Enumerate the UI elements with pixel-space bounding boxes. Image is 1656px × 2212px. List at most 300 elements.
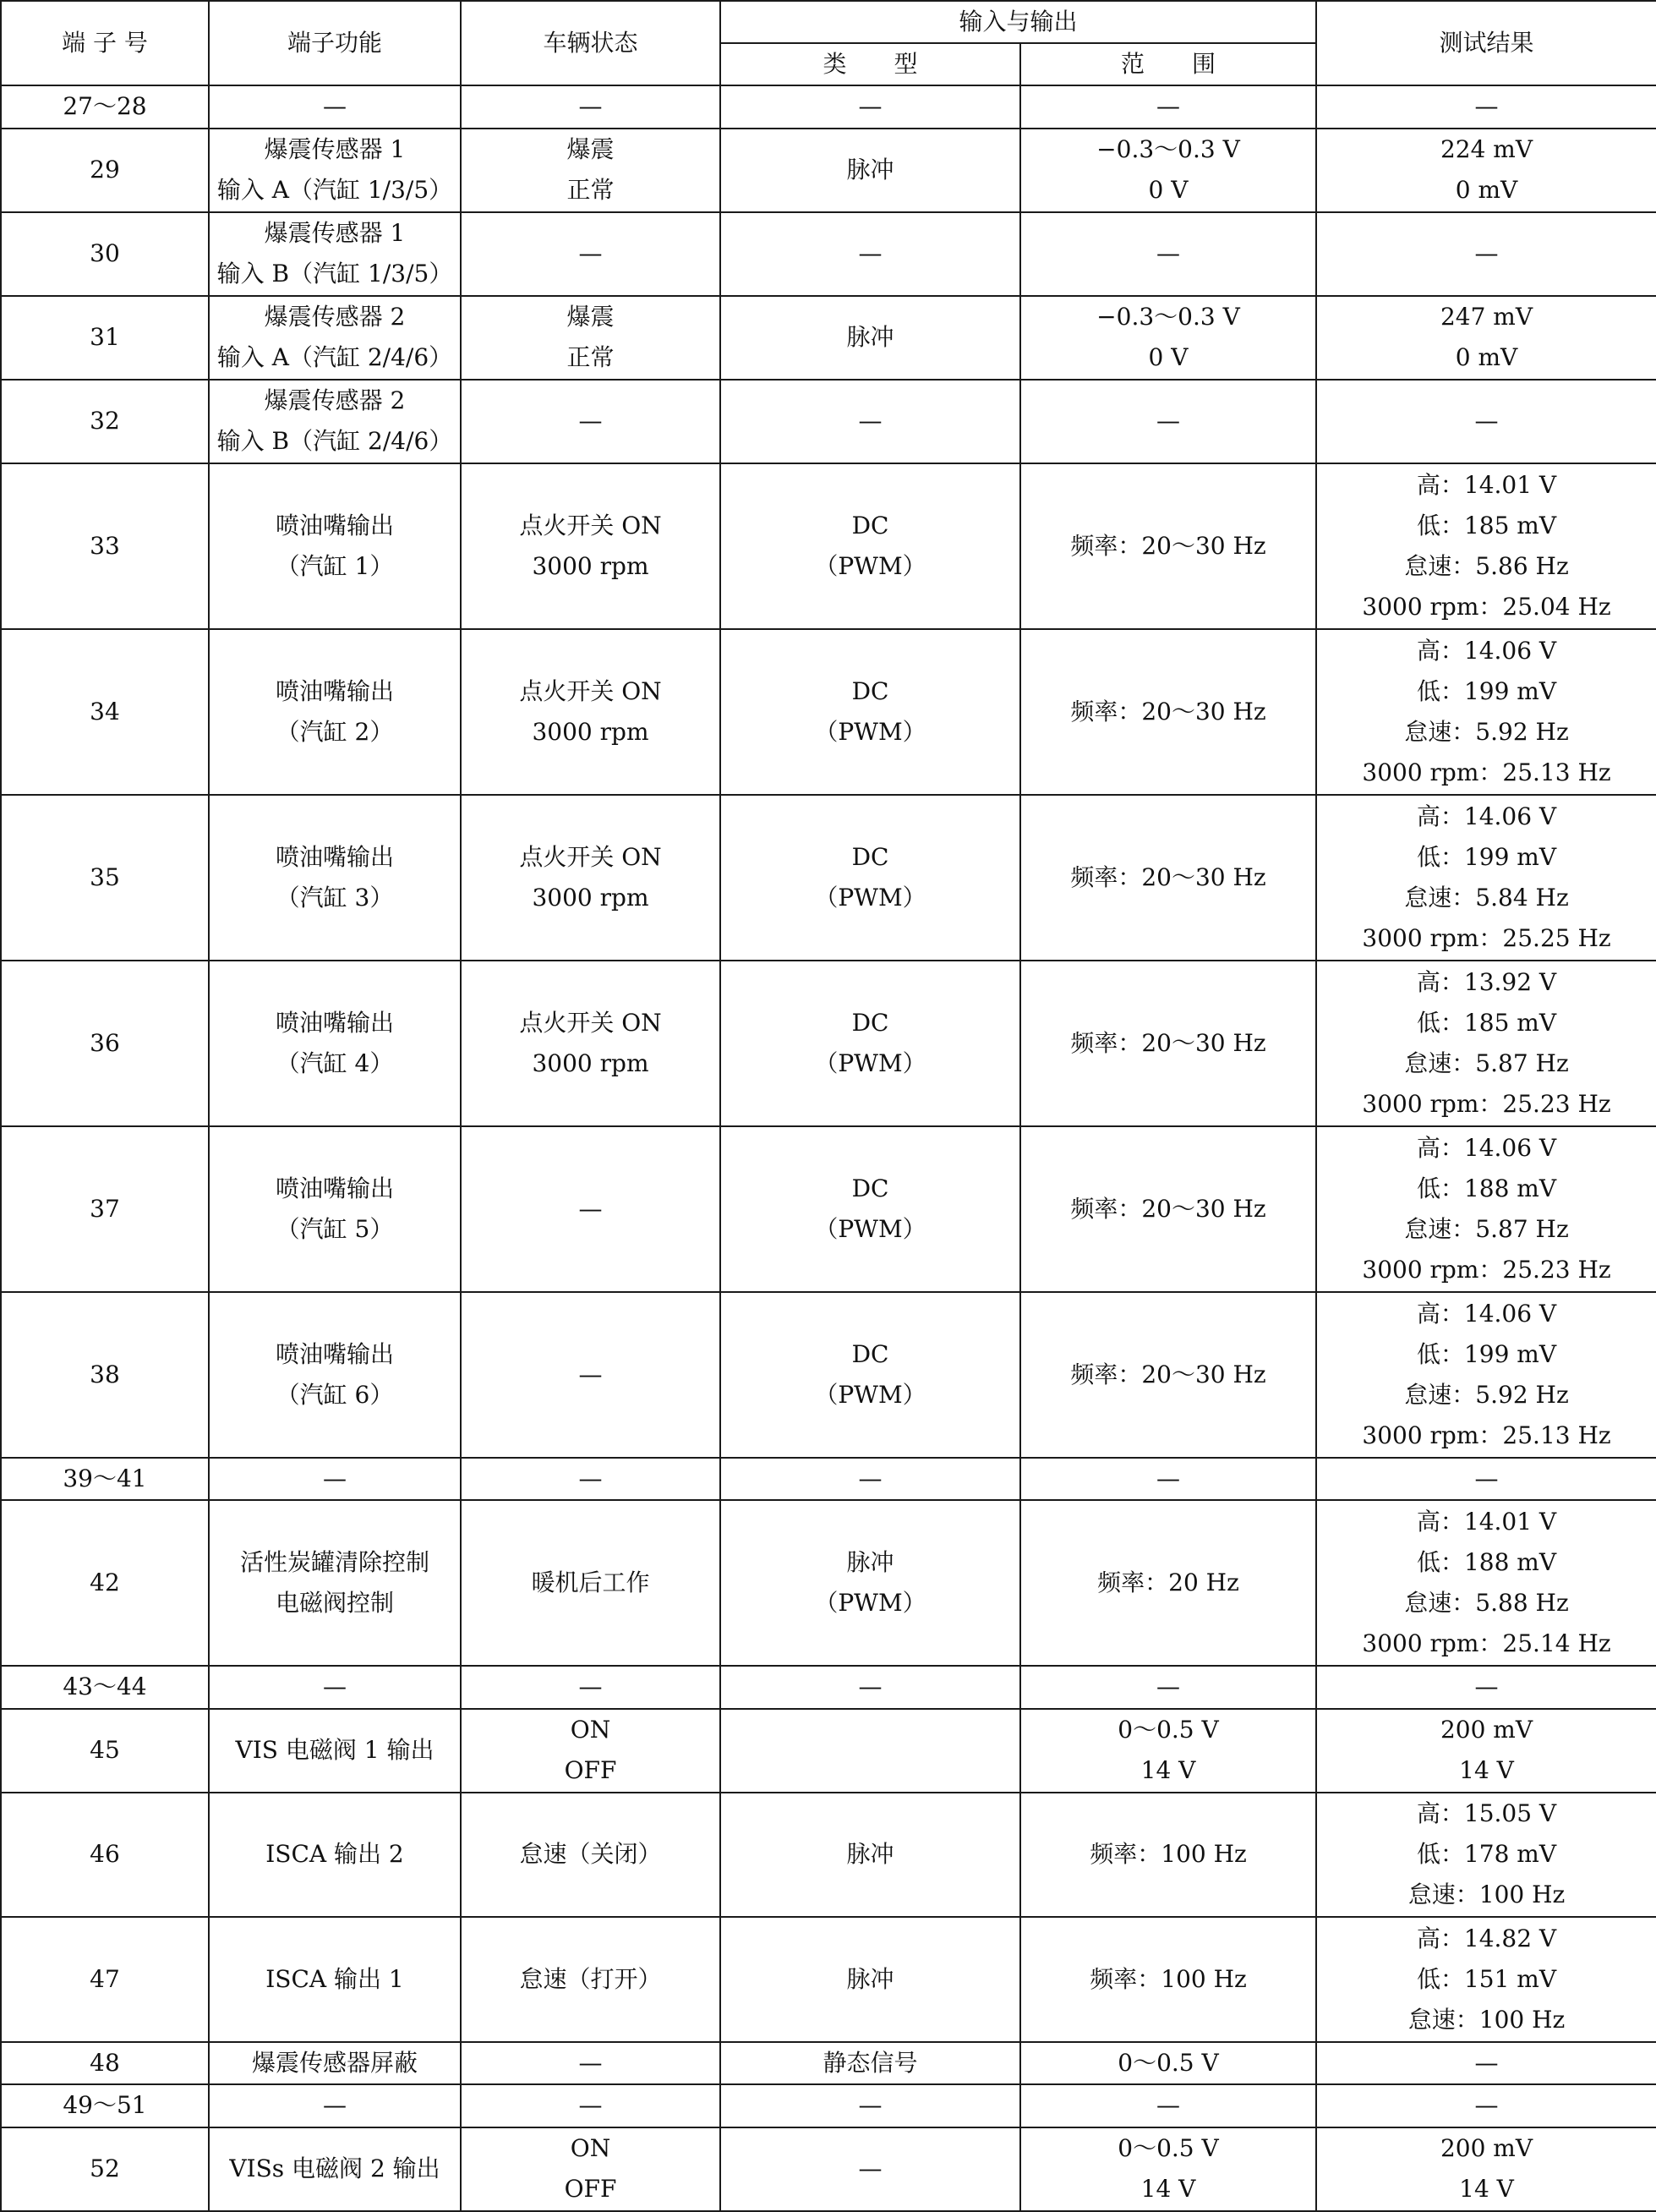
io-range-cell: [1020, 296, 1316, 380]
terminal-number-cell: [1, 85, 209, 129]
terminal-number-cell: [1, 1292, 209, 1458]
cell-line: 脉冲: [846, 1964, 894, 1993]
cell-line: —: [858, 1673, 883, 1701]
cell-line: 频率：20 Hz: [1097, 1569, 1239, 1596]
cell-line: 怠速：5.87 Hz: [1404, 1214, 1569, 1243]
cell-line: （汽缸 6）: [276, 1380, 394, 1409]
io-range-cell: [1020, 961, 1316, 1126]
io-type-cell: [720, 380, 1020, 463]
cell-line: —: [578, 1673, 603, 1701]
cell-line: —: [858, 239, 883, 267]
table-row: [1, 85, 1656, 129]
cell-line: 200 mV: [1440, 1716, 1533, 1744]
terminal-number-cell: [1, 463, 209, 629]
cell-line: 52: [90, 2155, 120, 2182]
cell-line: 低：188 mV: [1416, 1548, 1557, 1576]
test-result-cell: [1316, 1666, 1656, 1709]
vehicle-state-cell: [461, 85, 720, 129]
io-range-cell: [1020, 1709, 1316, 1793]
io-type-cell: [720, 1666, 1020, 1709]
table-row: [1, 1126, 1656, 1292]
cell-line: —: [578, 2048, 603, 2077]
cell-line: 脉冲: [846, 323, 894, 351]
cell-line: 3000 rpm: [532, 1049, 649, 1077]
cell-line: 37: [90, 1194, 120, 1223]
cell-line: （PWM）: [814, 1380, 926, 1409]
cell-line: 33: [90, 531, 120, 560]
terminal-function-cell: [209, 961, 461, 1126]
io-range-cell: [1020, 1458, 1316, 1501]
terminal-number-cell: [1, 629, 209, 795]
cell-line: 怠速：5.88 Hz: [1404, 1589, 1569, 1617]
io-type-cell: [720, 1126, 1020, 1292]
io-range-cell: [1020, 85, 1316, 129]
test-result-cell: [1316, 795, 1656, 961]
cell-line: 3000 rpm：25.04 Hz: [1362, 592, 1611, 621]
terminal-number-cell: [1, 1500, 209, 1666]
io-range-cell: [1020, 1126, 1316, 1292]
cell-line: —: [1474, 407, 1499, 435]
terminal-function-cell: [209, 1500, 461, 1666]
cell-line: 0～0.5 V: [1118, 2048, 1219, 2077]
test-result-cell: [1316, 961, 1656, 1126]
cell-line: 怠速（打开）: [519, 1964, 662, 1993]
cell-line: 怠速：5.84 Hz: [1404, 883, 1569, 912]
cell-line: 喷油嘴输出: [275, 511, 394, 539]
cell-line: —: [323, 2091, 347, 2120]
table-row: [1, 380, 1656, 463]
terminal-function-cell: [209, 1917, 461, 2042]
cell-line: （PWM）: [814, 717, 926, 746]
cell-line: —: [1474, 239, 1499, 267]
terminal-function-cell: [209, 1292, 461, 1458]
cell-line: 高：14.01 V: [1416, 470, 1557, 499]
cell-line: —: [1474, 1673, 1499, 1701]
cell-line: （汽缸 4）: [276, 1049, 394, 1077]
cell-line: 高：14.82 V: [1416, 1924, 1557, 1952]
io-type-cell: [720, 1500, 1020, 1666]
terminal-function-cell: [209, 2042, 461, 2085]
cell-line: 30: [90, 239, 120, 267]
vehicle-state-cell: [461, 1126, 720, 1292]
cell-line: 脉冲: [846, 156, 894, 183]
test-result-cell: [1316, 1292, 1656, 1458]
cell-line: —: [1474, 1464, 1499, 1492]
cell-line: —: [323, 92, 347, 121]
cell-line: （汽缸 3）: [276, 883, 394, 912]
terminal-function-cell: [209, 2127, 461, 2211]
cell-line: 喷油嘴输出: [275, 1008, 394, 1037]
io-type-cell: [720, 212, 1020, 296]
cell-line: 0 V: [1148, 343, 1189, 371]
io-range-cell: [1020, 1793, 1316, 1918]
cell-line: 频率：20～30 Hz: [1070, 1194, 1266, 1223]
cell-line: 喷油嘴输出: [275, 1174, 394, 1202]
io-range-cell: [1020, 2127, 1316, 2211]
header-input-output: 输入与输出: [720, 1, 1316, 43]
table-row: [1, 795, 1656, 961]
cell-line: 正常: [566, 343, 615, 371]
test-result-cell: [1316, 1709, 1656, 1793]
cell-line: （PWM）: [814, 551, 926, 580]
test-result-cell: [1316, 296, 1656, 380]
cell-line: 频率：20～30 Hz: [1070, 697, 1266, 725]
vehicle-state-cell: [461, 795, 720, 961]
cell-line: DC: [851, 511, 889, 539]
cell-line: （PWM）: [814, 883, 926, 912]
cell-line: ON: [570, 1716, 611, 1744]
io-type-cell: [720, 129, 1020, 212]
vehicle-state-cell: [461, 1793, 720, 1918]
io-type-cell: [720, 85, 1020, 129]
cell-line: 47: [90, 1964, 120, 1993]
cell-line: —: [858, 1464, 883, 1492]
cell-line: —: [578, 1360, 603, 1388]
cell-line: 怠速：100 Hz: [1407, 2005, 1566, 2034]
vehicle-state-cell: [461, 1666, 720, 1709]
io-range-cell: [1020, 629, 1316, 795]
header-range: 范 围: [1020, 43, 1316, 85]
cell-line: DC: [851, 1174, 889, 1202]
io-type-cell: [720, 2042, 1020, 2085]
cell-line: VIS 电磁阀 1 输出: [235, 1736, 434, 1764]
vehicle-state-cell: [461, 380, 720, 463]
cell-line: 喷油嘴输出: [275, 1339, 394, 1368]
cell-line: 高：14.01 V: [1416, 1508, 1557, 1536]
table-row: [1, 1709, 1656, 1793]
table-row: [1, 1666, 1656, 1709]
terminal-number-cell: [1, 2127, 209, 2211]
cell-line: 36: [90, 1028, 120, 1057]
cell-line: 14 V: [1459, 1756, 1514, 1784]
test-result-cell: [1316, 2042, 1656, 2085]
terminal-number-cell: [1, 296, 209, 380]
table-row: [1, 212, 1656, 296]
cell-line: −0.3～0.3 V: [1096, 303, 1240, 331]
terminal-number-cell: [1, 2042, 209, 2085]
cell-line: —: [858, 2155, 883, 2182]
cell-line: —: [578, 1194, 603, 1223]
cell-line: 频率：100 Hz: [1090, 1964, 1247, 1993]
table-row: [1, 296, 1656, 380]
io-type-cell: [720, 1292, 1020, 1458]
cell-line: OFF: [564, 1756, 617, 1784]
table-header: [1, 1, 1656, 85]
terminal-function-cell: [209, 1458, 461, 1501]
cell-line: 点火开关 ON: [519, 511, 662, 539]
test-result-cell: [1316, 1126, 1656, 1292]
test-result-cell: [1316, 629, 1656, 795]
cell-line: 34: [90, 697, 120, 725]
cell-line: DC: [851, 1008, 889, 1037]
cell-line: 14 V: [1140, 1756, 1196, 1784]
cell-line: 低：178 mV: [1416, 1840, 1557, 1869]
cell-line: 静态信号: [823, 2048, 918, 2077]
cell-line: 3000 rpm: [532, 717, 649, 746]
vehicle-state-cell: [461, 2084, 720, 2127]
test-result-cell: [1316, 380, 1656, 463]
cell-line: （汽缸 2）: [276, 717, 394, 746]
cell-line: 48: [90, 2048, 120, 2077]
io-type-cell: [720, 463, 1020, 629]
cell-line: 3000 rpm：25.23 Hz: [1362, 1089, 1611, 1118]
table-row: [1, 2127, 1656, 2211]
cell-line: ON: [570, 2134, 611, 2162]
test-result-cell: [1316, 85, 1656, 129]
test-result-cell: [1316, 129, 1656, 212]
cell-line: 点火开关 ON: [519, 676, 662, 705]
cell-line: 0～0.5 V: [1118, 2134, 1219, 2162]
cell-line: （PWM）: [814, 1589, 926, 1617]
cell-line: 3000 rpm: [532, 551, 649, 580]
cell-line: 3000 rpm：25.13 Hz: [1362, 1421, 1611, 1449]
terminal-function-cell: [209, 629, 461, 795]
cell-line: 29: [90, 156, 120, 183]
cell-line: 31: [90, 323, 120, 351]
test-result-cell: [1316, 1458, 1656, 1501]
cell-line: 低：199 mV: [1416, 1339, 1557, 1368]
cell-line: 爆震传感器 1: [264, 219, 406, 247]
terminal-function-cell: [209, 296, 461, 380]
terminal-function-cell: [209, 1126, 461, 1292]
test-result-cell: [1316, 463, 1656, 629]
cell-line: 14 V: [1459, 2175, 1514, 2203]
io-type-cell: [720, 1709, 1020, 1793]
cell-line: 脉冲: [846, 1548, 894, 1576]
io-type-cell: [720, 795, 1020, 961]
cell-line: 42: [90, 1569, 120, 1596]
cell-line: —: [578, 1464, 603, 1492]
cell-line: —: [1474, 2048, 1499, 2077]
cell-line: —: [1156, 92, 1180, 121]
cell-line: 正常: [566, 176, 615, 204]
terminal-number-cell: [1, 1793, 209, 1918]
cell-line: 0 V: [1148, 176, 1189, 204]
table-row: [1, 961, 1656, 1126]
terminal-number-cell: [1, 795, 209, 961]
cell-line: （PWM）: [814, 1214, 926, 1243]
cell-line: —: [578, 407, 603, 435]
table-row: [1, 129, 1656, 212]
vehicle-state-cell: [461, 129, 720, 212]
terminal-number-cell: [1, 961, 209, 1126]
terminal-number-cell: [1, 129, 209, 212]
cell-line: 频率：20～30 Hz: [1070, 862, 1266, 891]
cell-line: 0 mV: [1455, 343, 1518, 371]
cell-line: 0～0.5 V: [1118, 1716, 1219, 1744]
cell-line: 49～51: [63, 2091, 147, 2120]
cell-line: —: [578, 92, 603, 121]
test-result-cell: [1316, 212, 1656, 296]
cell-line: 爆震传感器 1: [264, 135, 406, 163]
cell-line: 输入 B（汽缸 1/3/5）: [216, 260, 453, 287]
terminal-function-cell: [209, 1793, 461, 1918]
terminal-number-cell: [1, 212, 209, 296]
table-row: [1, 1458, 1656, 1501]
io-range-cell: [1020, 1292, 1316, 1458]
cell-line: 高：13.92 V: [1416, 967, 1557, 996]
cell-line: 35: [90, 862, 120, 891]
cell-line: 39～41: [63, 1464, 147, 1492]
cell-line: 活性炭罐清除控制: [239, 1548, 429, 1576]
vehicle-state-cell: [461, 463, 720, 629]
header-test-result: 测试结果: [1316, 1, 1656, 85]
cell-line: 45: [90, 1736, 120, 1764]
io-type-cell: [720, 1458, 1020, 1501]
cell-line: 高：15.05 V: [1416, 1799, 1557, 1828]
cell-line: 0 mV: [1455, 176, 1518, 204]
io-range-cell: [1020, 1666, 1316, 1709]
cell-line: —: [1156, 1464, 1180, 1492]
table-row: [1, 1793, 1656, 1918]
terminal-number-cell: [1, 1458, 209, 1501]
cell-line: 输入 A（汽缸 2/4/6）: [216, 343, 453, 371]
cell-line: 低：199 mV: [1416, 842, 1557, 871]
cell-line: 低：185 mV: [1416, 1008, 1557, 1037]
terminal-number-cell: [1, 2084, 209, 2127]
cell-line: 怠速：5.86 Hz: [1404, 551, 1569, 580]
table-row: [1, 1292, 1656, 1458]
cell-line: 高：14.06 V: [1416, 802, 1557, 830]
io-type-cell: [720, 296, 1020, 380]
vehicle-state-cell: [461, 1709, 720, 1793]
cell-line: —: [1156, 239, 1180, 267]
cell-line: 点火开关 ON: [519, 842, 662, 871]
cell-line: −0.3～0.3 V: [1096, 135, 1240, 163]
vehicle-state-cell: [461, 1458, 720, 1501]
cell-line: 高：14.06 V: [1416, 1133, 1557, 1162]
io-range-cell: [1020, 2084, 1316, 2127]
cell-line: DC: [851, 676, 889, 705]
cell-line: 低：188 mV: [1416, 1174, 1557, 1202]
cell-line: —: [323, 1673, 347, 1701]
cell-line: 怠速：5.92 Hz: [1404, 1380, 1569, 1409]
cell-line: DC: [851, 1339, 889, 1368]
cell-line: （汽缸 1）: [276, 551, 394, 580]
terminal-function-cell: [209, 380, 461, 463]
cell-line: 高：14.06 V: [1416, 636, 1557, 665]
cell-line: 爆震传感器屏蔽: [251, 2048, 418, 2077]
cell-line: OFF: [564, 2175, 617, 2203]
cell-line: —: [578, 239, 603, 267]
vehicle-state-cell: [461, 1292, 720, 1458]
header-type: 类 型: [720, 43, 1020, 85]
io-type-cell: [720, 1793, 1020, 1918]
cell-line: 爆震: [566, 135, 615, 163]
cell-line: 低：185 mV: [1416, 511, 1557, 539]
cell-line: 高：14.06 V: [1416, 1299, 1557, 1328]
table-row: [1, 463, 1656, 629]
cell-line: —: [323, 1464, 347, 1492]
cell-line: —: [1156, 1673, 1180, 1701]
cell-line: 喷油嘴输出: [275, 842, 394, 871]
terminal-function-cell: [209, 2084, 461, 2127]
test-result-cell: [1316, 1500, 1656, 1666]
cell-line: —: [858, 2091, 883, 2120]
cell-line: 输入 A（汽缸 1/3/5）: [216, 176, 453, 204]
terminal-function-cell: [209, 795, 461, 961]
table-body: [1, 85, 1656, 2211]
terminal-number-cell: [1, 380, 209, 463]
cell-line: 3000 rpm：25.13 Hz: [1362, 758, 1611, 786]
cell-line: 怠速：100 Hz: [1407, 1881, 1566, 1909]
cell-line: 爆震传感器 2: [264, 303, 406, 331]
cell-line: —: [1474, 92, 1499, 121]
io-range-cell: [1020, 1500, 1316, 1666]
cell-line: 爆震: [566, 303, 615, 331]
test-result-cell: [1316, 2127, 1656, 2211]
cell-line: —: [858, 92, 883, 121]
cell-line: —: [1156, 407, 1180, 435]
cell-line: 怠速：5.92 Hz: [1404, 717, 1569, 746]
cell-line: 爆震传感器 2: [264, 386, 406, 414]
terminal-number-cell: [1, 1709, 209, 1793]
terminal-number-cell: [1, 1126, 209, 1292]
cell-line: 暖机后工作: [531, 1569, 650, 1596]
table-row: [1, 1917, 1656, 2042]
io-type-cell: [720, 2084, 1020, 2127]
vehicle-state-cell: [461, 296, 720, 380]
vehicle-state-cell: [461, 2127, 720, 2211]
cell-line: 低：151 mV: [1416, 1964, 1557, 1993]
table-row: [1, 2084, 1656, 2127]
test-result-cell: [1316, 2084, 1656, 2127]
terminal-function-cell: [209, 212, 461, 296]
test-result-cell: [1316, 1793, 1656, 1918]
cell-line: 喷油嘴输出: [275, 676, 394, 705]
header-vehicle-state: 车辆状态: [461, 1, 720, 85]
cell-line: —: [1474, 2091, 1499, 2120]
cell-line: 3000 rpm：25.14 Hz: [1362, 1629, 1611, 1657]
cell-line: 46: [90, 1840, 120, 1869]
cell-line: 38: [90, 1360, 120, 1388]
io-range-cell: [1020, 380, 1316, 463]
cell-line: （汽缸 5）: [276, 1214, 394, 1243]
cell-line: ISCA 输出 2: [265, 1840, 404, 1869]
cell-line: 224 mV: [1440, 135, 1533, 163]
cell-line: 14 V: [1140, 2175, 1196, 2203]
cell-line: ISCA 输出 1: [265, 1964, 404, 1993]
vehicle-state-cell: [461, 2042, 720, 2085]
cell-line: 32: [90, 407, 120, 435]
cell-line: 43～44: [63, 1673, 147, 1701]
cell-line: —: [858, 407, 883, 435]
io-type-cell: [720, 629, 1020, 795]
cell-line: —: [578, 2091, 603, 2120]
terminal-function-cell: [209, 463, 461, 629]
vehicle-state-cell: [461, 1917, 720, 2042]
cell-line: 脉冲: [846, 1840, 894, 1869]
cell-line: 怠速：5.87 Hz: [1404, 1049, 1569, 1077]
table-row: [1, 1500, 1656, 1666]
io-range-cell: [1020, 795, 1316, 961]
cell-line: 200 mV: [1440, 2134, 1533, 2162]
cell-line: —: [1156, 2091, 1180, 2120]
cell-line: 点火开关 ON: [519, 1008, 662, 1037]
cell-line: 频率：20～30 Hz: [1070, 531, 1266, 560]
cell-line: 27～28: [63, 92, 147, 121]
cell-line: DC: [851, 842, 889, 871]
cell-line: （PWM）: [814, 1049, 926, 1077]
cell-line: 3000 rpm：25.23 Hz: [1362, 1255, 1611, 1284]
io-range-cell: [1020, 129, 1316, 212]
cell-line: 怠速（关闭）: [519, 1840, 662, 1869]
table-row: [1, 629, 1656, 795]
vehicle-state-cell: [461, 212, 720, 296]
header-terminal-number: 端 子 号: [1, 1, 209, 85]
cell-line: 输入 B（汽缸 2/4/6）: [216, 427, 453, 455]
cell-line: VISs 电磁阀 2 输出: [229, 2155, 440, 2182]
